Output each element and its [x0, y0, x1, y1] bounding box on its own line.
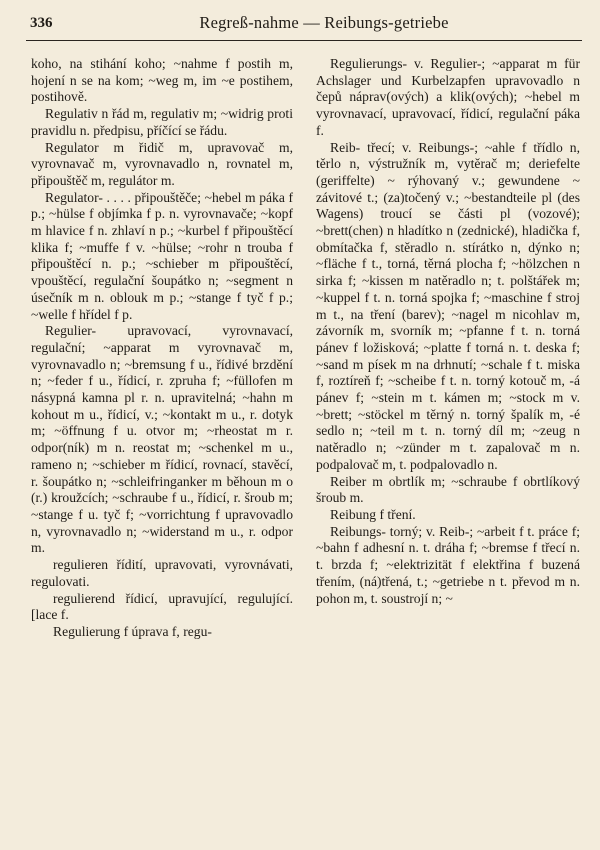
dictionary-entry: Regulator- . . . . připouštěče; ~hebel m páka f p.; ~hülse f objímka f p. n. vyrovnavače; ~kopf m hlavice f n. zhlaví n p.; ~kurbel f připouštěcí klika f; ~muffe f v. ~hülse; ~rohr n trouba f připouštěcí n. p.; ~schieber m připouštěcí, vpouštěcí, regulační šoupátko n; ~segment n úsečník m n. oblouk m p.; ~stange f tyč f p.; ~welle f hřídel f p.	[31, 189, 293, 322]
dictionary-entry: Reibungs- torný; v. Reib-; ~arbeit f t. práce f; ~bahn f adhesní n. t. dráha f; ~bremse f třecí n. t. brzda f; ~elektrizität f elektřina f buzená třením, (ná)třená, t.; ~getriebe n t. převod m n. pohon m, t. soustrojí n; ~	[316, 523, 580, 606]
dictionary-entry: Reib- třecí; v. Reibungs-; ~ahle f třídlo n, těrlo n, výstružník m, vytěrač m; deriefelte (geriffelte) ~ rýhovaný v.; gewundene ~ závitové t.; (za)točený v.; ~bestandteile pl (des Wagens) troucí se části pl (vozové); ~brett(chen) n hladítko n (zednické), hladička f, obmítačka f, stěradlo n. stírátko n, dýnko n; ~fläche f t., torná, těrná plocha f; ~hölzchen n sirka f; ~kissen m natěradlo n; t. polštářek m; ~kuppel f t. n. torná spojka f; ~maschine f stroj m t., na tření (barev); ~nagel m nicohlav m, závorník m, svorník m; ~pfanne f t. n. torná pánev f ložisková; ~platte f torná n. t. deska f; ~sand m písek m na drhnutí; ~schale f t. miska f, roztíreň f; ~scheibe f t. n. torný kotouč m, -á pánev f; ~stein m t. kámen m; ~stock m v. ~brett; ~stöckel m těrný n. torný špalík m, -é sedlo n; ~teil m t. n. torný díl m; ~zeug n natěradlo n; ~zünder m t. zapalovač m n. podpalovač m, t. podpalovadlo n.	[316, 139, 580, 472]
page-header	[30, 12, 578, 34]
page-number: 336	[30, 15, 53, 31]
dictionary-entry: regulierend řídicí, upravující, regulující. [lace f.	[31, 590, 293, 623]
dictionary-entry: Reiber m obrtlík m; ~schraube f obrtlíkový šroub m.	[316, 473, 580, 506]
left-column	[31, 56, 293, 641]
dictionary-entry: Regulierung f úprava f, regu-	[53, 623, 212, 639]
dictionary-entry: Reibung f tření.	[330, 506, 416, 522]
dictionary-entry: koho, na stihání koho; ~nahme f postih m, hojení n se na kom; ~weg m, im ~e postihem, postihově.	[31, 56, 293, 105]
running-head: Regreß-nahme — Reibungs-getriebe	[199, 13, 449, 32]
header-rule	[26, 40, 582, 41]
right-column	[316, 56, 580, 607]
dictionary-entry: regulieren řídití, upravovati, vyrovnávati, regulovati.	[31, 557, 293, 589]
dictionary-entry: Regulator m řidič m, upravovač m, vyrovnavač m, vyrovnavadlo n, rovnatel m, připouštěč m, regulátor m.	[31, 139, 293, 188]
dictionary-entry: Regulier- upravovací, vyrovnavací, regulační; ~apparat m vyrovnavač m, vyrovnavadlo n; ~bremsung f u., řídivé brzdění n; ~feder f u., řídicí, r. zpruha f; ~füllofen m násypná kamna pl r. n. upravitelná; ~hahn m kohout m u., řídicí, v.; ~kontakt m u., r. dotyk m; ~öffnung f u. otvor m; ~rheostat m r. odpor(ník) m n. reostat m; ~schenkel m u., rameno n; ~schieber m řídicí, rovnací, stavěcí, r. šoupátko n; ~schleifringanker m běhoun m o (r.) kroužcích; ~schraube f u., řídicí, r. šroub m; ~stange f u. tyč f; ~vorrichtung f upravovadlo n, vyrovnavadlo n; ~widerstand m u., r. odpor m.	[31, 323, 293, 556]
dictionary-entry: Regulierungs- v. Regulier-; ~apparat m für Achslager und Kurbelzapfen upravovadlo n čepů náprav(ových) a klik(ových); ~hebel m vyrovnavací, upravovací, řídicí, regulační páka f.	[316, 56, 580, 138]
dictionary-entry: Regulativ n řád m, regulativ m; ~widrig proti pravidlu n. předpisu, příčící se řádu.	[31, 106, 293, 138]
